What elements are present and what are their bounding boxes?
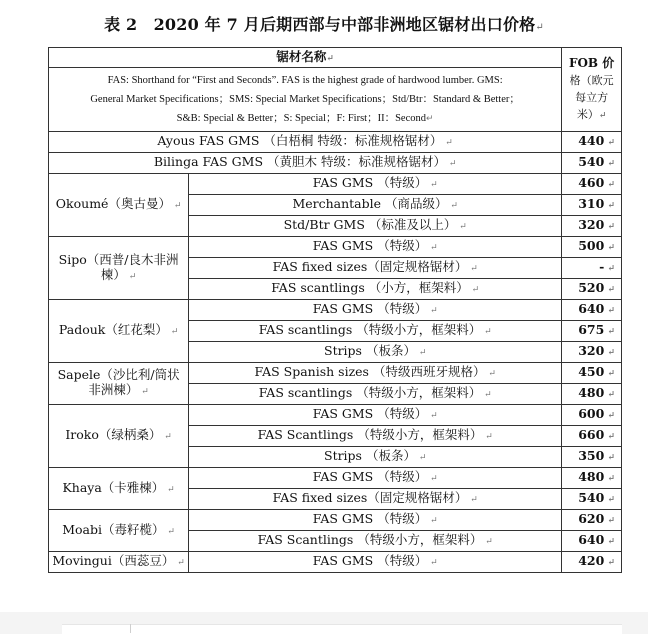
species-row <box>49 132 622 153</box>
paragraph-mark: ↵ <box>447 201 458 211</box>
paragraph-mark: ↵ <box>427 243 438 253</box>
price-value: 675 <box>578 322 605 337</box>
note-line-2: General Market Specifications；SMS: Special Market Specifications；Std/Btr：Standard & Better； <box>90 94 520 105</box>
price-cell <box>562 195 622 216</box>
spec-text: FAS GMS （特级） <box>312 175 428 190</box>
spec-cell <box>189 363 562 384</box>
price-cell <box>562 216 622 237</box>
paragraph-mark: ↵ <box>415 453 427 463</box>
header-fob-line-3: 每立方 <box>575 90 609 104</box>
spec-cell <box>189 216 562 237</box>
table-row <box>49 174 622 195</box>
paragraph-mark: ↵ <box>604 306 615 316</box>
table-row <box>49 552 622 573</box>
paragraph-mark: ↵ <box>125 271 137 282</box>
paragraph-mark: ↵ <box>427 306 438 316</box>
spec-text: FAS fixed sizes（固定规格锯材） <box>272 490 468 505</box>
paragraph-mark: ↵ <box>467 495 478 505</box>
price-cell <box>562 279 622 300</box>
species-cell <box>49 468 189 510</box>
species-cell <box>49 174 189 237</box>
price-value: 540 <box>578 154 605 169</box>
spec-cell <box>189 447 562 468</box>
price-cell <box>562 258 622 279</box>
price-cell <box>562 426 622 447</box>
paragraph-mark: ↵ <box>427 558 438 568</box>
table-row <box>49 300 622 321</box>
paragraph-mark: ↵ <box>456 222 467 232</box>
spec-cell <box>189 489 562 510</box>
price-table <box>48 47 622 573</box>
species-cell <box>49 300 189 363</box>
spec-text: FAS Spanish sizes （特级西班牙规格） <box>254 364 486 379</box>
spec-text: Strips （板条） <box>324 343 416 358</box>
price-value: 420 <box>578 553 605 568</box>
paragraph-mark: ↵ <box>164 526 175 537</box>
spec-cell <box>189 384 562 405</box>
next-page-tick <box>130 624 131 633</box>
spec-cell <box>189 405 562 426</box>
spec-cell <box>189 531 562 552</box>
price-cell <box>562 489 622 510</box>
price-cell <box>562 468 622 489</box>
table-row <box>49 405 622 426</box>
table-row <box>49 510 622 531</box>
price-value: 480 <box>578 469 605 484</box>
abbreviation-note <box>49 68 562 132</box>
species-name: Ayous <box>157 133 195 148</box>
paragraph-mark: ↵ <box>535 22 544 33</box>
paragraph-mark: ↵ <box>170 201 182 211</box>
price-value: 460 <box>578 175 605 190</box>
price-value: 350 <box>578 448 605 463</box>
price-cell <box>562 300 622 321</box>
spec-cell <box>189 510 562 531</box>
paragraph-mark: ↵ <box>481 390 492 400</box>
species-name: Iroko（绿柄桑） <box>65 427 162 442</box>
spec-text: FAS GMS （特级） <box>312 469 428 484</box>
price-value: 440 <box>578 133 605 148</box>
spec-cell <box>189 300 562 321</box>
paragraph-mark: ↵ <box>427 180 438 190</box>
paragraph-mark: ↵ <box>604 432 615 442</box>
species-cell <box>49 405 189 468</box>
price-value: 500 <box>578 238 605 253</box>
price-value: 320 <box>578 217 605 232</box>
table-row <box>49 468 622 489</box>
spec-cell <box>189 237 562 258</box>
paragraph-mark: ↵ <box>604 138 615 148</box>
paragraph-mark: ↵ <box>138 387 149 397</box>
paragraph-mark: ↵ <box>604 348 615 358</box>
spec-cell <box>189 174 562 195</box>
paragraph-mark: ↵ <box>604 474 615 484</box>
species-name: Padouk（红花梨） <box>58 322 168 337</box>
header-name-cell <box>49 48 562 68</box>
paragraph-mark: ↵ <box>604 495 615 505</box>
spec-text: FAS scantlings （特级小方，框架料） <box>258 385 482 400</box>
paragraph-mark: ↵ <box>604 222 615 232</box>
spec-cell <box>189 321 562 342</box>
table-row <box>49 363 622 384</box>
paragraph-mark: ↵ <box>604 201 615 211</box>
paragraph-mark: ↵ <box>467 264 478 274</box>
species-name: Khaya（卡雅楝） <box>62 479 165 495</box>
paragraph-mark: ↵ <box>326 53 334 64</box>
price-table-body <box>49 48 622 573</box>
species-cell <box>49 552 189 573</box>
paragraph-mark: ↵ <box>164 484 175 495</box>
price-cell <box>562 321 622 342</box>
species-cell <box>49 237 189 300</box>
spec-cell <box>189 342 562 363</box>
spec-text: FAS GMS （白梧桐 特级：标准规格锯材） <box>198 133 443 148</box>
price-cell <box>562 237 622 258</box>
price-value: 640 <box>578 532 605 547</box>
spec-cell <box>189 426 562 447</box>
header-row <box>49 48 622 68</box>
species-name: Okoumé（奥古曼） <box>55 196 171 211</box>
species-cell <box>49 510 189 552</box>
price-cell <box>562 384 622 405</box>
paragraph-mark: ↵ <box>427 411 438 421</box>
spec-cell <box>189 552 562 573</box>
spec-text: FAS fixed sizes（固定规格锯材） <box>272 259 468 274</box>
price-cell <box>562 510 622 531</box>
spec-cell <box>189 468 562 489</box>
paragraph-mark: ↵ <box>161 432 172 442</box>
paragraph-mark: ↵ <box>481 327 492 337</box>
price-value: 660 <box>578 427 605 442</box>
note-line-1: FAS: Shorthand for “First and Seconds”. FAS is the highest grade of hardwood lumber. GMS: <box>107 75 503 86</box>
paragraph-mark: ↵ <box>482 537 493 547</box>
species-name: Bilinga <box>153 154 199 169</box>
paragraph-mark: ↵ <box>604 516 615 526</box>
paragraph-mark: ↵ <box>482 432 493 442</box>
paragraph-mark: ↵ <box>485 369 496 379</box>
spec-text: FAS Scantlings （特级小方，框架料） <box>257 427 483 442</box>
spec-text: Merchantable （商品级） <box>292 196 448 211</box>
price-value: 320 <box>578 343 605 358</box>
paragraph-mark: ↵ <box>604 411 615 421</box>
spec-text: FAS scantlings （小方，框架料） <box>271 280 469 295</box>
paragraph-mark: ↵ <box>445 159 457 169</box>
header-fob-line-1: FOB 价 <box>568 55 615 70</box>
price-value: 640 <box>578 301 605 316</box>
price-value: - <box>599 259 605 274</box>
spec-text: FAS GMS （特级） <box>312 553 428 568</box>
price-cell <box>562 132 622 153</box>
paragraph-mark: ↵ <box>604 390 615 400</box>
price-cell <box>562 153 622 174</box>
paragraph-mark: ↵ <box>468 285 480 295</box>
paragraph-mark: ↵ <box>604 243 615 253</box>
spec-text: Strips （板条） <box>324 448 416 463</box>
price-cell <box>562 552 622 573</box>
paragraph-mark: ↵ <box>427 516 438 526</box>
species-name: Sapele（沙比利/筒状非洲楝） <box>57 367 180 397</box>
paragraph-mark: ↵ <box>604 558 615 568</box>
species-cell <box>49 363 189 405</box>
note-line-3: S&B: Special & Better；S: Special；F: First；II：Second <box>176 113 427 124</box>
paragraph-mark: ↵ <box>604 369 615 379</box>
header-fob-line-4: 米） <box>576 107 599 121</box>
spec-text: Std/Btr GMS （标准及以上） <box>283 217 457 232</box>
table-title <box>0 12 648 35</box>
header-name: 锯材名称 <box>276 48 327 64</box>
price-value: 540 <box>578 490 605 505</box>
paragraph-mark: ↵ <box>174 558 185 568</box>
price-value: 450 <box>578 364 605 379</box>
spec-cell <box>189 195 562 216</box>
price-cell <box>562 447 622 468</box>
note-row <box>49 68 622 132</box>
paragraph-mark: ↵ <box>426 113 434 123</box>
price-cell <box>562 405 622 426</box>
price-value: 620 <box>578 511 605 526</box>
title-text: 表 2 2020 年 7 月后期西部与中部非洲地区锯材出口价格 <box>104 15 536 34</box>
price-cell <box>562 342 622 363</box>
species-name: Sipo（西普/良木非洲楝） <box>58 251 179 282</box>
table-row <box>49 237 622 258</box>
header-fob-cell <box>562 48 622 132</box>
price-cell <box>562 363 622 384</box>
paragraph-mark: ↵ <box>604 327 615 337</box>
species-row <box>49 153 622 174</box>
price-cell <box>562 174 622 195</box>
paragraph-mark: ↵ <box>604 285 615 295</box>
spec-text: FAS GMS （特级） <box>312 301 428 316</box>
paragraph-mark: ↵ <box>442 138 453 148</box>
species-name: Movingui（西蕊豆） <box>52 553 175 568</box>
paragraph-mark: ↵ <box>167 327 179 337</box>
spec-text: FAS scantlings （特级小方，框架料） <box>258 322 482 337</box>
paragraph-mark: ↵ <box>604 537 615 547</box>
spec-cell <box>189 279 562 300</box>
header-fob-line-2: 格（欧元 <box>569 73 614 87</box>
price-cell <box>562 531 622 552</box>
price-value: 520 <box>578 280 605 295</box>
species-name: Moabi（毒籽榄） <box>62 521 165 537</box>
species-spec-cell <box>49 132 562 153</box>
price-value: 480 <box>578 385 605 400</box>
spec-text: FAS GMS （特级） <box>312 406 428 421</box>
paragraph-mark: ↵ <box>604 264 615 274</box>
paragraph-mark: ↵ <box>604 453 615 463</box>
spec-text: FAS Scantlings （特级小方，框架料） <box>257 532 483 547</box>
paragraph-mark: ↵ <box>604 180 615 190</box>
price-value: 600 <box>578 406 605 421</box>
paragraph-mark: ↵ <box>604 159 615 169</box>
spec-cell <box>189 258 562 279</box>
spec-text: FAS GMS （特级） <box>312 511 428 526</box>
price-value: 310 <box>578 196 605 211</box>
spec-text: FAS GMS （特级） <box>312 238 428 253</box>
paragraph-mark: ↵ <box>415 348 427 358</box>
paragraph-mark: ↵ <box>598 110 607 121</box>
paragraph-mark: ↵ <box>427 474 438 484</box>
species-spec-cell <box>49 153 562 174</box>
spec-text: FAS GMS （黄胆木 特级：标准规格锯材） <box>202 154 446 169</box>
